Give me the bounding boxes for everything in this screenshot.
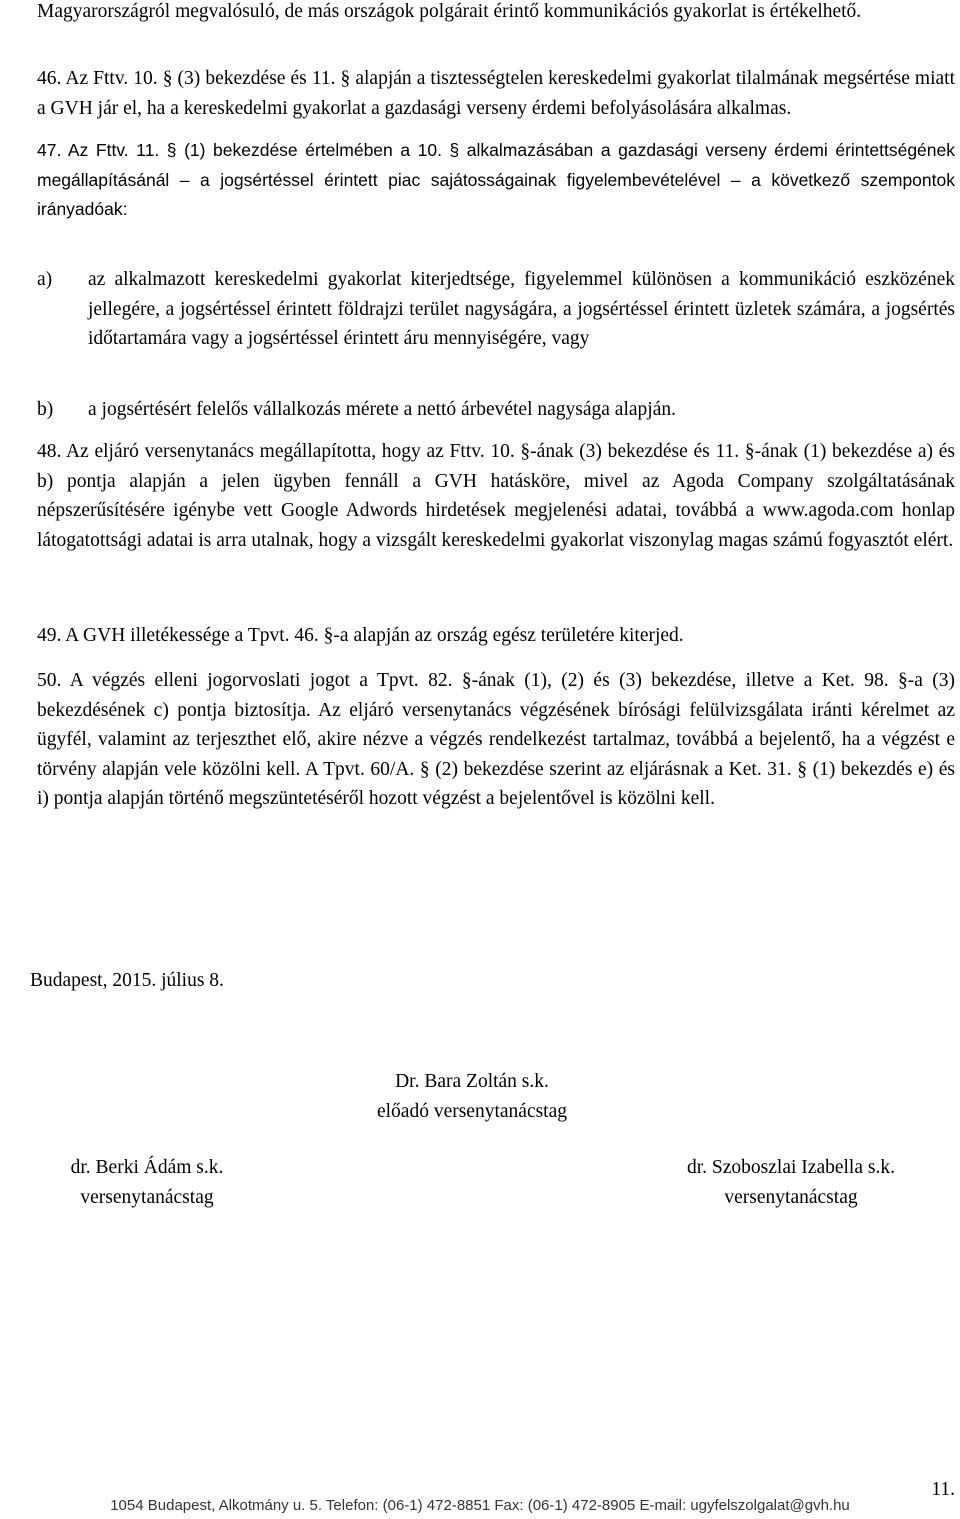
signer-member-2-role: versenytanácstag — [724, 1186, 858, 1208]
document-body-top — [37, 0, 955, 27]
signer-member-1-role: versenytanácstag — [80, 1186, 214, 1208]
paragraph-47: 47. Az Fttv. 11. § (1) bekezdése értelmében a 10. § alkalmazásában a gazdasági verseny érdemi érintettségének megállapításánál – a jogsértéssel érintett piac sajátosságainak figyelembevételével – a következő szempontok irányadóak: — [37, 140, 955, 220]
paragraph-48-block — [37, 437, 955, 555]
signer-member-2 — [646, 1153, 936, 1212]
list-item-a-text: az alkalmazott kereskedelmi gyakorlat kiterjedtsége, figyelemmel különösen a kommunikáció eszközének jellegére, a jogsértéssel érintett földrajzi terület nagyságára, a jogsértéssel érintett üzletek számára, a jogsértés időtartamára vagy a jogsértéssel érintett áru mennyiségére, vagy — [88, 269, 955, 350]
signer-member-1-name: dr. Berki Ádám s.k. — [70, 1157, 224, 1178]
signer-rapporteur-name: Dr. Bara Zoltán s.k. — [395, 1071, 549, 1092]
signer-rapporteur-role: előadó versenytanácstag — [376, 1100, 568, 1122]
paragraph-46: 46. Az Fttv. 10. § (3) bekezdése és 11. § alapján a tisztességtelen kereskedelmi gyakorlat tilalmának megsértése miatt a GVH jár el, ha a kereskedelmi gyakorlat a gazdasági verseny érdemi befolyásolására alkalmas. — [37, 68, 955, 119]
paragraph-49: 49. A GVH illetékessége a Tpvt. 46. §-a alapján az ország egész területére kiterjed. — [37, 625, 684, 646]
signer-member-1 — [22, 1153, 272, 1212]
paragraph-50: 50. A végzés elleni jogorvoslati jogot a Tpvt. 82. §-ának (1), (2) és (3) bekezdése, illetve a Ket. 98. §-a (3) bekezdésének c) pontja biztosítja. Az eljáró versenytanács végzésének bírósági felülvizsgálata iránti kérelmet az ügyfél, valamint az terjeszthet elő, akire nézve a végzés rendelkezést tartalmaz, továbbá a bejelentő, ha a végzést e törvény alapján vele közölni kell. A Tpvt. 60/A. § (2) bekezdése szerint az eljárásnak a Ket. 31. § (1) bekezdés e) és i) pontja alapján történő megszüntetéséről hozott végzést a bejelentővel is közölni kell. — [37, 670, 955, 810]
paragraph-48: 48. Az eljáró versenytanács megállapította, hogy az Fttv. 10. §-ának (3) bekezdése és 11. §-ának (1) bekezdése a) és b) pontja alapján a jelen ügyben fennáll a GVH hatásköre, mivel az Agoda Company szolgáltatásának népszerűsítésére igénybe vett Google Adwords hirdetések megjelenési adatai, továbbá a www.agoda.com honlap látogatottsági adatai is arra utalnak, hogy a vizsgált kereskedelmi gyakorlat viszonylag magas számú fogyasztót elért. — [37, 441, 955, 551]
paragraph-47-heading-block — [37, 136, 955, 225]
list-item-b — [37, 395, 955, 425]
footer-address: 1054 Budapest, Alkotmány u. 5. Telefon: (06-1) 472-8851 Fax: (06-1) 472-8905 E-mail: ugyfelszolgalat@gvh.hu — [110, 1497, 850, 1514]
page-number: 11. — [931, 1479, 955, 1500]
list-item-a-letter: a) — [37, 269, 53, 290]
signer-member-2-name: dr. Szoboszlai Izabella s.k. — [687, 1157, 895, 1178]
list-item-b-letter: b) — [37, 399, 54, 420]
place-date: Budapest, 2015. július 8. — [30, 970, 224, 991]
signer-rapporteur — [322, 1067, 622, 1126]
paragraph-49-block — [37, 621, 955, 651]
list-item-a — [37, 265, 955, 354]
paragraph-46-block — [37, 64, 955, 123]
paragraph-intro: Magyarországról megvalósuló, de más országok polgárait érintő kommunikációs gyakorlat is értékelhető. — [37, 1, 862, 22]
paragraph-50-block — [37, 666, 955, 814]
list-item-b-text: a jogsértésért felelős vállalkozás mérete a nettó árbevétel nagysága alapján. — [88, 399, 676, 420]
